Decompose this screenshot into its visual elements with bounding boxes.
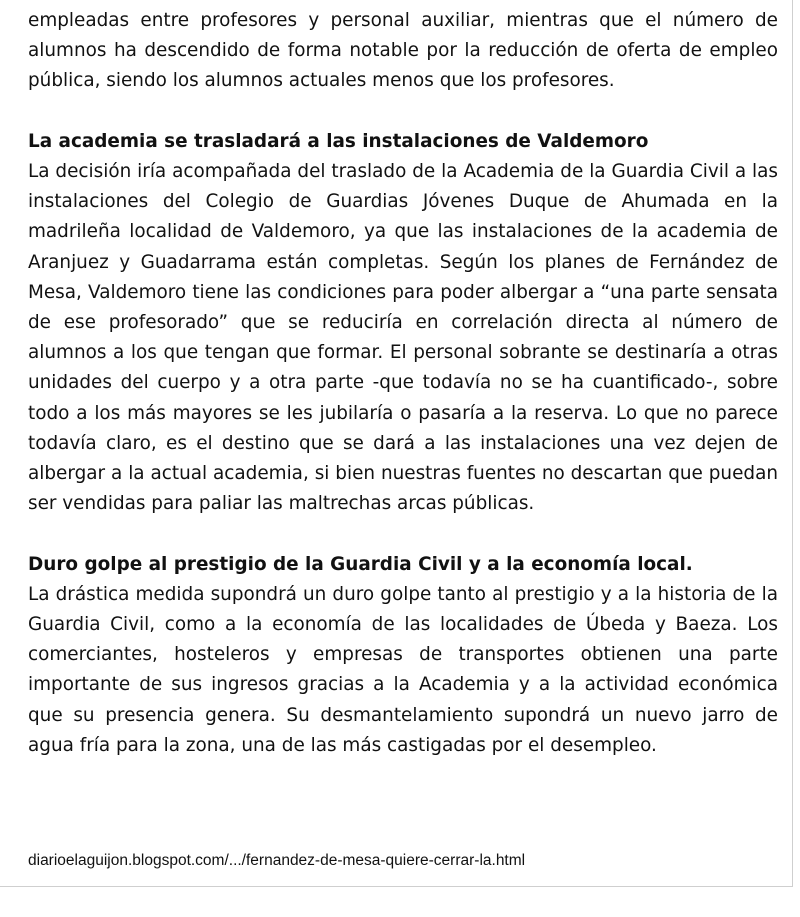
- section-paragraph-valdemoro: La decisión iría acompañada del traslado de la Academia de la Guardia Civil a las instalaciones del Colegio de Guardias Jóvenes Duque de Ahumada en la madrileña localidad de Valdemoro, ya que las instalaciones de la academia de Aranjuez y Guadarrama están completas. Según los planes de Fernández de Mesa, Valdemoro tiene las condiciones para poder albergar a “una parte sensata de ese profesorado” que se reduciría en correlación directa al número de alumnos a los que tengan que formar. El personal sobrante se destinaría a otras unidades del cuerpo y a otra parte -que todavía no se ha cuantificado-, sobre todo a los más mayores se les jubilaría o pasaría a la reserva. Lo que no parece todavía claro, es el destino que se dará a las instalaciones una vez dejen de albergar a la actual academia, si bien nuestras fuentes no descartan que puedan ser vendidas para paliar las maltrechas arcas públicas.: [28, 161, 778, 515]
- section-heading-economia: Duro golpe al prestigio de la Guardia Civil y a la economía local.: [28, 553, 693, 575]
- section-heading-valdemoro: La academia se trasladará a las instalaciones de Valdemoro: [28, 130, 649, 152]
- paragraph-gap: [28, 519, 778, 549]
- intro-paragraph-tail: empleadas entre profesores y personal auxiliar, mientras que el número de alumnos ha descendido de forma notable por la reducción de oferta de empleo pública, siendo los alumnos actuales menos que los profesores.: [28, 10, 778, 92]
- paragraph-gap: [28, 97, 778, 127]
- source-url-caption: diarioelaguijon.blogspot.com/.../fernandez-de-mesa-quiere-cerrar-la.html: [28, 852, 526, 869]
- article-body: [28, 6, 778, 761]
- section-paragraph-economia: La drástica medida supondrá un duro golpe tanto al prestigio y a la historia de la Guardia Civil, como a la economía de las localidades de Úbeda y Baeza. Los comerciantes, hosteleros y empresas de transportes obtienen una parte importante de sus ingresos gracias a la Academia y a la actividad económica que su presencia genera. Su desmantelamiento supondrá un nuevo jarro de agua fría para la zona, una de las más castigadas por el desempleo.: [28, 583, 778, 756]
